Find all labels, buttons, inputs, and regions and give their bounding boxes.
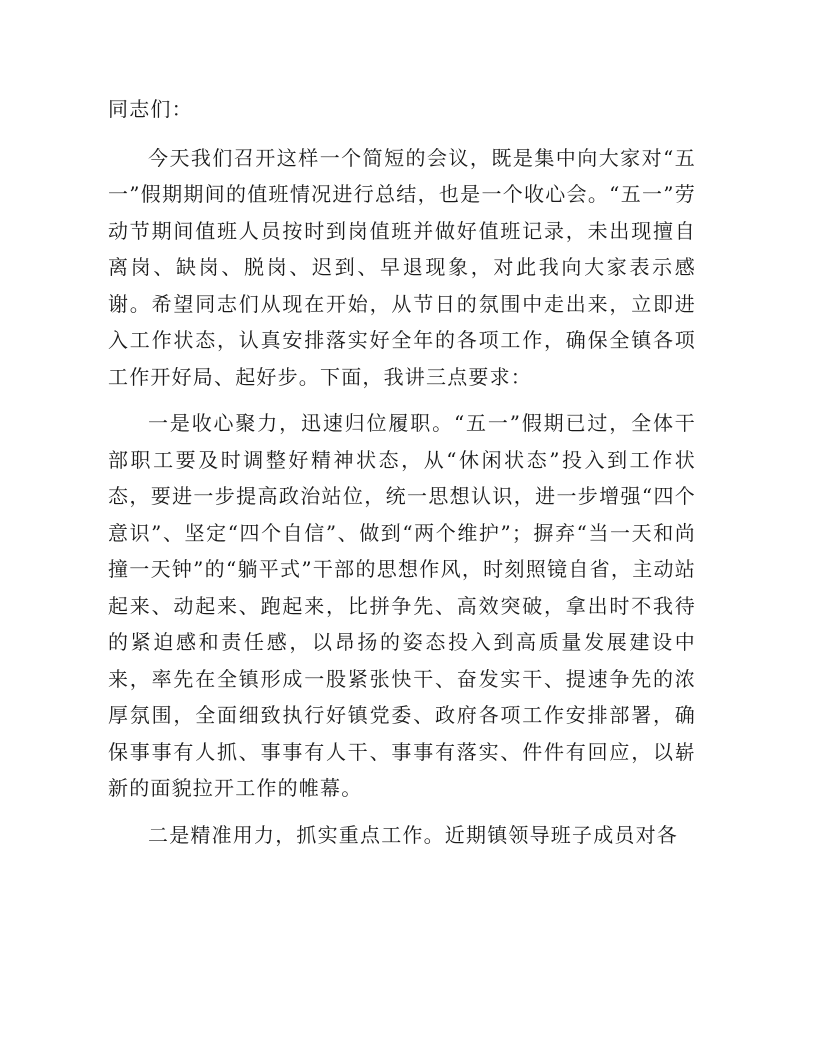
paragraph-point-one: 一是收心聚力，迅速归位履职。“五一”假期已过，全体干部职工要及时调整好精神状态，从“休闲状态”投入到工作状态，要进一步提高政治站位，统一思想认识，进一步增强“四个意识”、坚定“四个自信”、做到“两个维护”；摒弃“当一天和尚撞一天钟”的“躺平式”干部的思想作风，时刻照镜自省，主动站起来、动起来、跑起来，比拼争先、高效突破，拿出时不我待的紧迫感和责任感，以昂扬的姿态投入到高质量发展建设中来，率先在全镇形成一股紧张快干、奋发实干、提速争先的浓厚氛围，全面细致执行好镇党委、政府各项工作安排部署，确保事事有人抓、事事有人干、事事有落实、件件有回应，以崭新的面貌拉开工作的帷幕。 bbox=[108, 411, 696, 800]
salutation: 同志们： bbox=[108, 97, 193, 121]
paragraph-point-two: 二是精准用力，抓实重点工作。近期镇领导班子成员对各 bbox=[148, 822, 678, 847]
document-body bbox=[108, 91, 696, 863]
paragraph-opening: 今天我们召开这样一个简短的会议，既是集中向大家对“五一”假期期间的值班情况进行总结，也是一个收心会。“五一”劳动节期间值班人员按时到岗值班并做好值班记录，未出现擅自离岗、缺岗、脱岗、迟到、早退现象，对此我向大家表示感谢。希望同志们从现在开始，从节日的氛围中走出来，立即进入工作状态，认真安排落实好全年的各项工作，确保全镇各项工作开好局、起好步。下面，我讲三点要求： bbox=[108, 145, 696, 389]
